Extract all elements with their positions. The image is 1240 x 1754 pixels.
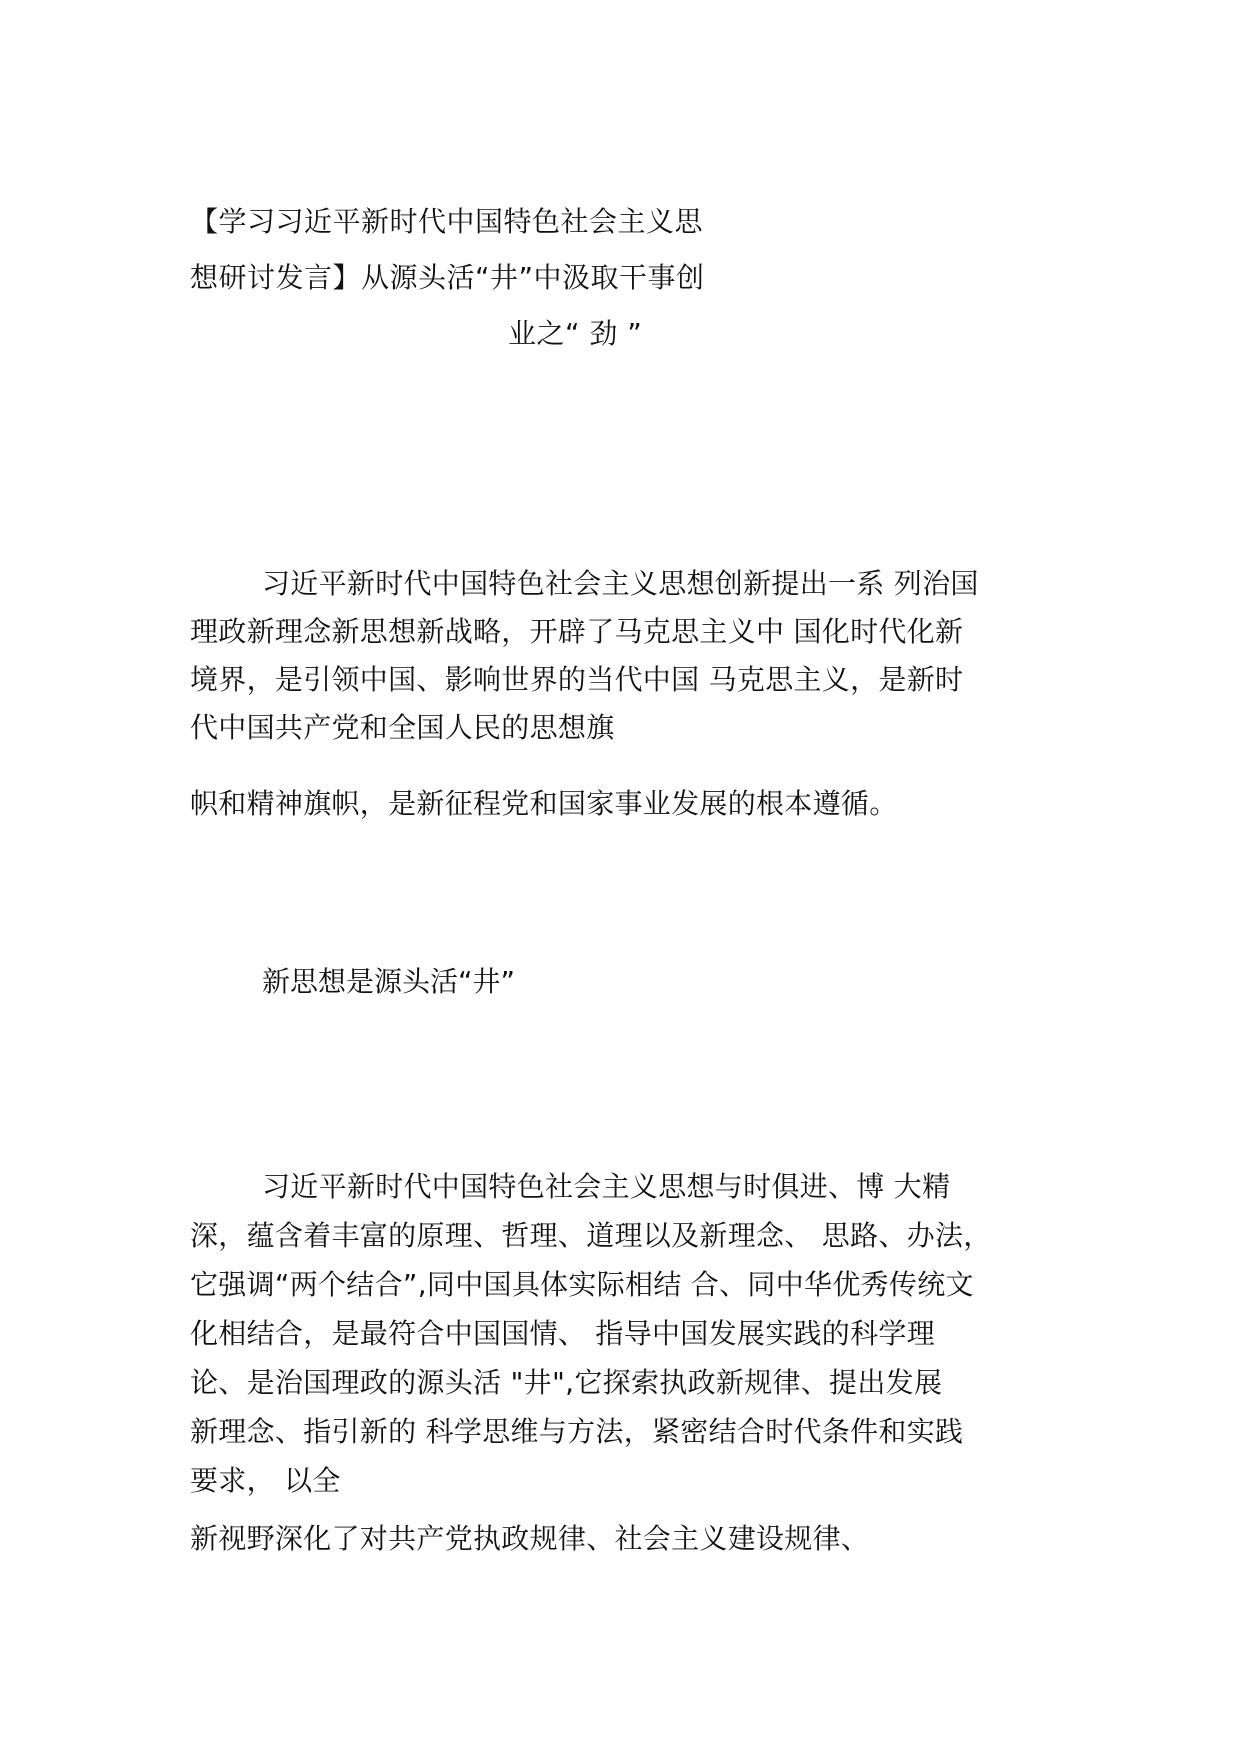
paragraph-1-line-1-text: 习近平新时代中国特色社会主义思想创新提出一系 列治国 [262,567,979,600]
paragraph-2-line-4: 化相结合，是最符合中国国情、 指导中国发展实践的科学理 [190,1317,936,1350]
paragraph-2-line-2: 深，蕴含着丰富的原理、哲理、道理以及新理念、 思路、办法， [190,1219,992,1252]
paragraph-2-line-6: 新理念、指引新的 科学思维与方法，紧密结合时代条件和实践 [190,1415,964,1448]
paragraph-2 [190,1162,1070,1505]
document-title-line-2: 想研讨发言】从源头活“井”中汲取干事创 [190,261,705,294]
paragraph-2-line-5: 论、是治国理政的源头活 "井",它探索执政新规律、提出发展 [190,1366,943,1399]
paragraph-2-line-3: 它强调“两个结合”,同中国具体实际相结 合、同中华优秀传统文 [190,1268,974,1301]
paragraph-1-line-4: 代中国共产党和全国人民的思想旗 [190,711,615,744]
paragraph-2-tail-line: 新视野深化了对共产党执政规律、社会主义建设规律、 [190,1522,870,1555]
paragraph-1 [190,560,1070,752]
document-title-line-3: 业之“ 劲 ” [508,317,643,350]
paragraph-2-line-1 [190,1162,1070,1211]
paragraph-1-line-3: 境界，是引领中国、影响世界的当代中国 马克思主义，是新时 [190,663,964,696]
paragraph-2-continuation [190,1515,1070,1563]
paragraph-1-line-2: 理政新理念新思想新战略，开辟了马克思主义中 国化时代化新 [190,615,964,648]
paragraph-1-line-1 [190,560,1070,608]
section-heading: 新思想是源头活“井” [262,965,516,998]
document-title-line-1: 【学习习近平新时代中国特色社会主义思 [190,205,704,238]
paragraph-2-line-7: 要求， 以全 [190,1464,341,1497]
paragraph-2-line-1-text: 习近平新时代中国特色社会主义思想与时俱进、博 大精 [262,1170,951,1203]
paragraph-1-tail-line: 帜和精神旗帜，是新征程党和国家事业发展的根本遵循。 [190,787,898,820]
paragraph-1-continuation [190,780,1070,828]
